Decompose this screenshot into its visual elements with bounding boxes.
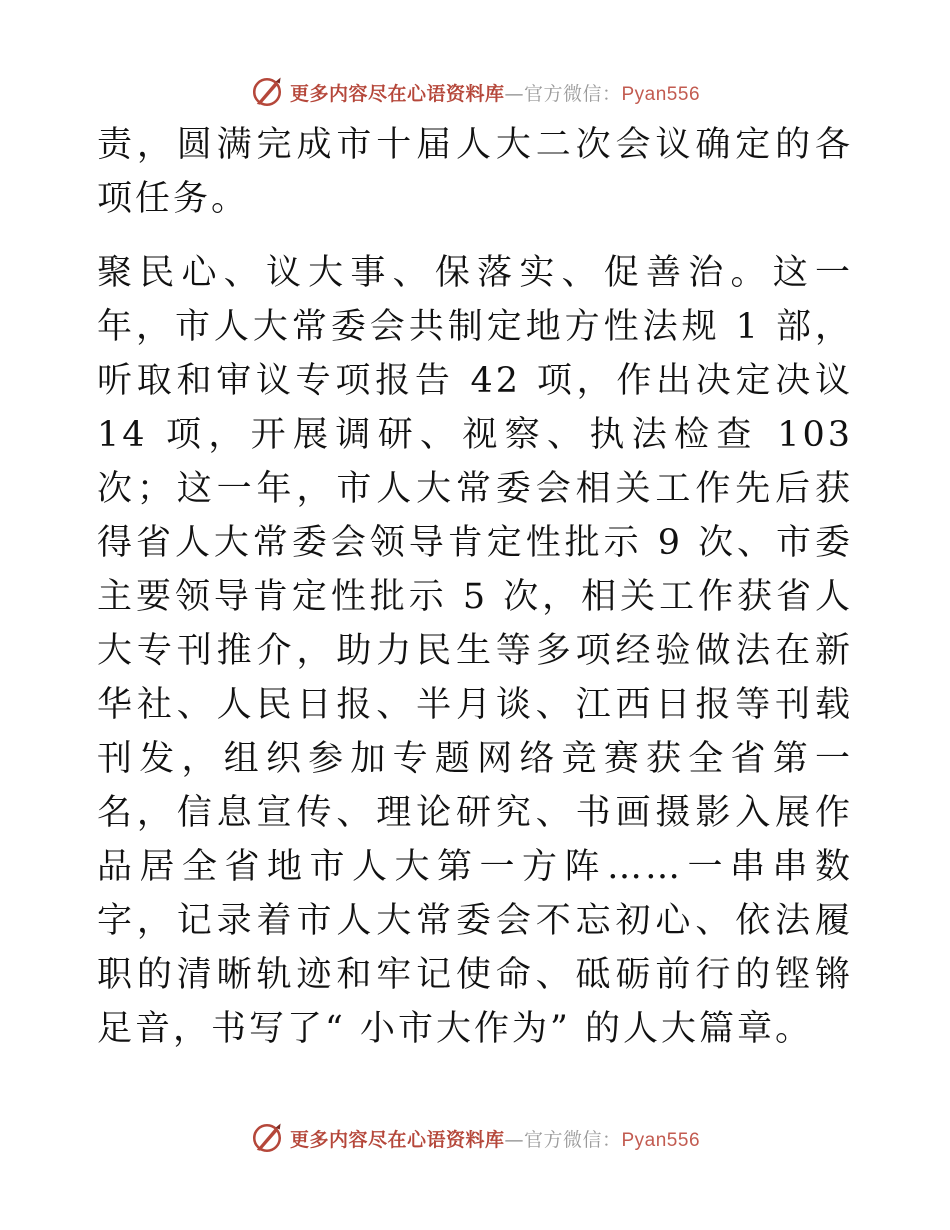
paragraph: 责，圆满完成市十届人大二次会议确定的各项任务。 bbox=[97, 125, 853, 219]
watermark-label: 官方微信： bbox=[523, 82, 622, 105]
watermark-id: Pyan556 bbox=[621, 83, 701, 105]
quill-pen-logo-icon bbox=[250, 1121, 284, 1155]
watermark-prefix: 更多内容尽在心语资料库 bbox=[289, 82, 505, 105]
header-watermark bbox=[0, 72, 950, 112]
watermark-dash: — bbox=[504, 1128, 524, 1151]
watermark-dash: — bbox=[504, 82, 524, 105]
paragraph: 聚民心、议大事、保落实、促善治。这一年，市人大常委会共制定地方性法规 1 部，听取和审议专项报告 42 项，作出决定决议 14 项，开展调研、视察、执法检查 103 次；这一年，市人大常委会相关工作先后获得省人大常委会领导肯定性批示 9 次、市委主要领导肯定性批示 5 次，相关工作获省人大专刊推介，助力民生等多项经验做法在新华社、人民日报、半月谈、江西日报等刊载刊发，组织参加专题网络竞赛获全省第一名，信息宣传、理论研究、书画摄影入展作品居全省地市人大第一方阵……一串串数字，记录着市人大常委会不忘初心、依法履职的清晰轨迹和牢记使命、砥砺前行的铿锵足音，书写了“ 小市大作为” 的人大篇章。 bbox=[97, 253, 853, 1049]
document-body bbox=[97, 118, 853, 1056]
watermark-label: 官方微信： bbox=[523, 1128, 622, 1151]
watermark-text bbox=[290, 1125, 700, 1152]
quill-pen-logo-icon bbox=[250, 75, 284, 109]
watermark-id: Pyan556 bbox=[621, 1129, 701, 1151]
watermark-prefix: 更多内容尽在心语资料库 bbox=[289, 1128, 505, 1151]
watermark-text bbox=[290, 79, 700, 106]
footer-watermark bbox=[0, 1118, 950, 1158]
